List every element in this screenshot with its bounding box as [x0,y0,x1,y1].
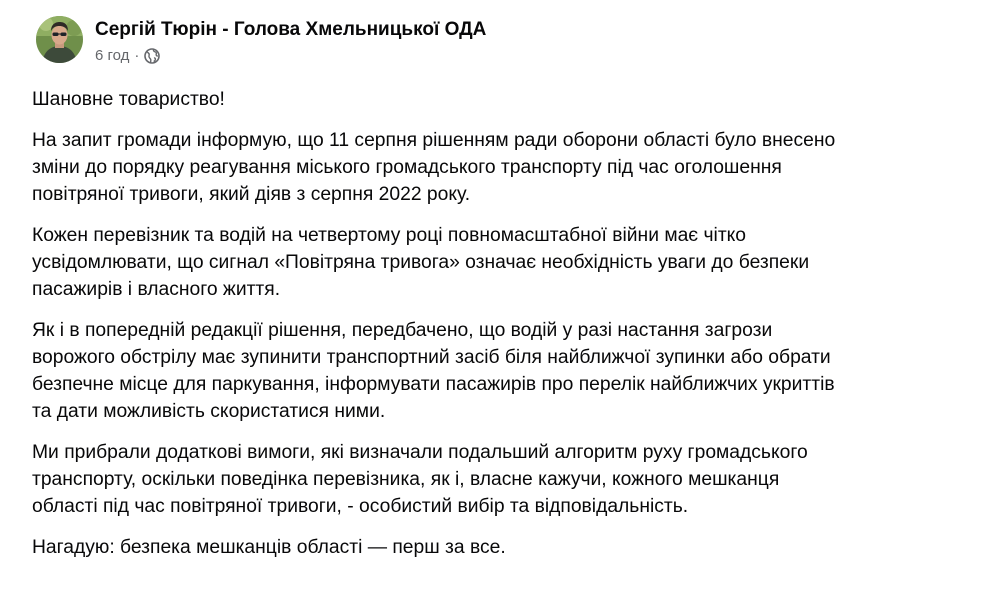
author-avatar[interactable] [36,16,83,63]
post-paragraph: Ми прибрали додаткові вимоги, які визначали подальший алгоритм руху громадського транспорту, оскільки поведінка перевізника, як і, власне кажучи, кожного мешканця області під час повітряної тривоги, - особистий вибір та відповідальність. [32,442,808,517]
post-body [32,86,982,575]
avatar-image [36,16,83,63]
globe-icon[interactable] [144,48,160,64]
post-subline [95,46,486,66]
post-paragraph: Шановне товариство! [32,89,225,110]
post-timestamp[interactable]: 6 год [95,47,130,64]
post-paragraph: На запит громади інформую, що 11 серпня рішенням ради оборони області було внесено зміни до порядку реагування міського громадського транспорту під час оголошення повітряної тривоги, який діяв з серпня 2022 року. [32,130,836,205]
author-name[interactable]: Сергій Тюрін - Голова Хмельницької ОДА [95,19,487,40]
post-paragraph: Кожен перевізник та водій на четвертому році повномасштабної війни має чітко усвідомлювати, що сигнал «Повітряна тривога» означає необхідність уваги до безпеки пасажирів і власного життя. [32,225,810,300]
post-paragraph: Як і в попередній редакції рішення, передбачено, що водій у разі настання загрози ворожого обстрілу має зупинити транспортний засіб біля найближчої зупинки або обрати безпечне місце для паркування, інформувати пасажирів про перелік найближчих укриттів та дати можливість скористатися ними. [32,320,835,422]
separator-dot: · [134,47,140,64]
post-paragraph: Нагадую: безпека мешканців області — перш за все. [32,537,506,558]
post-header [36,16,486,72]
post-meta [95,16,486,66]
